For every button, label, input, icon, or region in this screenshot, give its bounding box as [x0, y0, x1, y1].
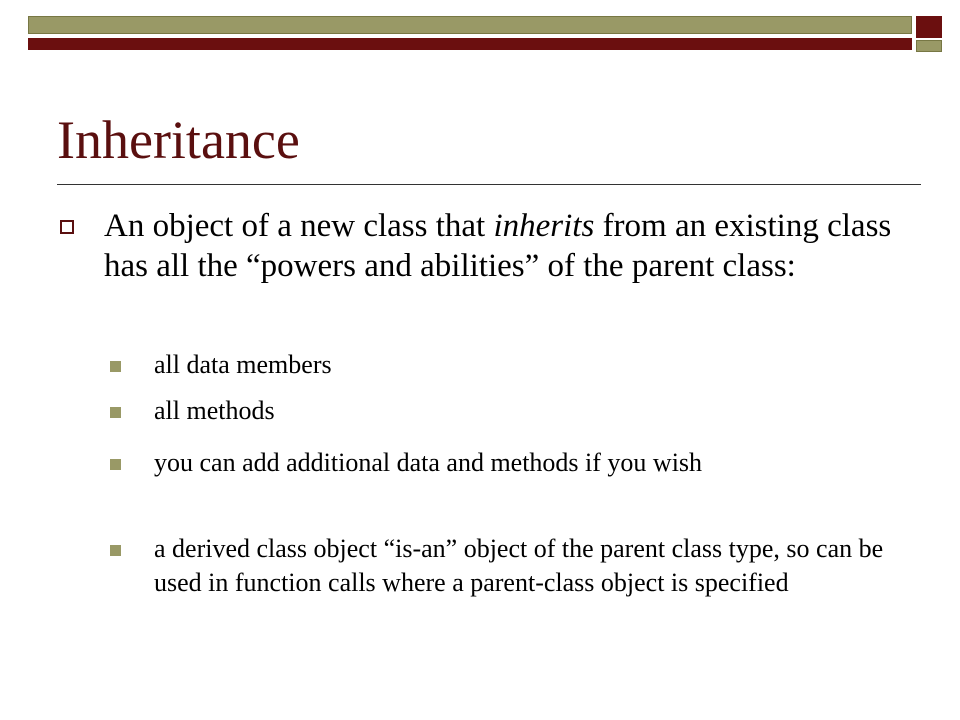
main-point-text-after: from an existing class has all the “powers and abilities” of the parent class:	[104, 208, 892, 284]
title-divider	[57, 184, 921, 185]
sub-point: all methods	[154, 396, 275, 425]
sub-point: a derived class object “is-an” object of the parent class type, so can be used in function calls where a parent-class object is specified	[154, 534, 884, 597]
header-band-olive	[28, 16, 912, 34]
corner-square-olive	[916, 40, 942, 52]
square-bullet-icon	[110, 459, 121, 470]
corner-square-red	[916, 16, 942, 38]
square-bullet-icon	[110, 407, 121, 418]
hollow-square-bullet-icon	[60, 220, 74, 234]
square-bullet-icon	[110, 361, 121, 372]
square-bullet-icon	[110, 545, 121, 556]
header-band-red	[28, 38, 912, 50]
slide-title: Inheritance	[57, 110, 300, 170]
header-band	[28, 16, 912, 50]
main-point	[104, 206, 904, 286]
sub-point: you can add additional data and methods if you wish	[154, 448, 703, 477]
sub-point: all data members	[154, 350, 332, 379]
main-point-text-before: An object of a new class that	[104, 208, 494, 244]
main-point-emphasis: inherits	[493, 208, 595, 244]
